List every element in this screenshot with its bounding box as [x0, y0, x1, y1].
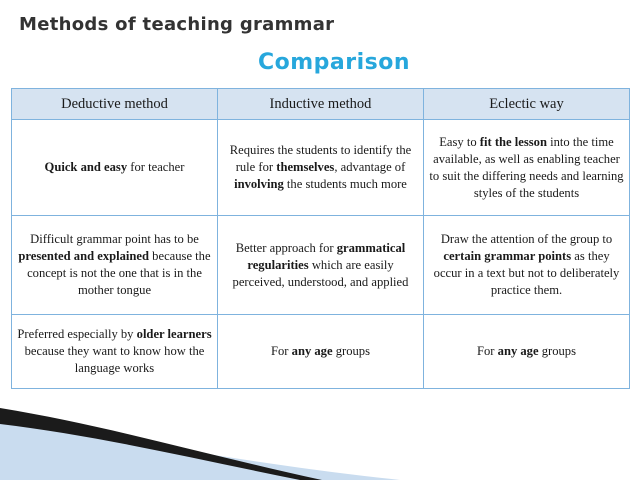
cell-text: because they want to know how the language works: [24, 343, 205, 375]
cell-text: Difficult grammar point has to be: [30, 232, 199, 247]
cell-text: groups: [332, 343, 371, 358]
header-inductive: Inductive method: [218, 89, 424, 120]
table-cell: [424, 216, 630, 314]
cell-text: Easy to: [439, 134, 480, 149]
cell-text: For: [476, 343, 498, 358]
table-row: [12, 314, 630, 388]
cell-text: Requires the students to identify the rule for: [229, 143, 412, 175]
comparison-subtitle: Comparison: [257, 50, 411, 75]
cell-text: the students much more: [283, 177, 407, 192]
table-cell: [218, 314, 424, 388]
table-cell: [218, 216, 424, 314]
cell-text: as they occur in a text but not to deliberately practice them.: [433, 249, 620, 298]
bold-text: certain grammar points: [443, 249, 572, 264]
bold-text: presented and explained: [18, 249, 150, 264]
cell-text: For: [270, 343, 292, 358]
bold-text: any age: [497, 343, 539, 358]
bold-text: any age: [291, 343, 333, 358]
cell-text: into the time available, as well as enabling teacher to suit the differing needs and learning styles of the students: [429, 134, 624, 200]
bold-text: grammatical regularities: [247, 240, 406, 272]
cell-text: which are easily perceived, understood, and applied: [232, 257, 409, 289]
decorative-swoosh: [0, 400, 400, 480]
cell-text: Preferred especially by: [17, 326, 137, 341]
comparison-table: [11, 88, 630, 389]
bold-text: involving: [234, 177, 284, 192]
cell-text: , advantage of: [334, 160, 406, 175]
cell-text: groups: [538, 343, 577, 358]
table-row: [12, 120, 630, 216]
table-cell: [12, 314, 218, 388]
table-cell: [218, 120, 424, 216]
slide-title: Methods of teaching grammar: [19, 14, 335, 35]
table-row: [12, 216, 630, 314]
cell-text: Draw the attention of the group to: [440, 232, 613, 247]
table-cell: [12, 216, 218, 314]
cell-text: Better approach for: [235, 240, 337, 255]
header-eclectic: Eclectic way: [424, 89, 630, 120]
table-header-row: [12, 89, 630, 120]
table-cell: [12, 120, 218, 216]
table-cell: [424, 314, 630, 388]
bold-text: Quick and easy: [44, 160, 128, 175]
cell-text: because the concept is not the one that is in the mother tongue: [27, 249, 211, 298]
header-deductive: Deductive method: [12, 89, 218, 120]
cell-text: for teacher: [127, 160, 185, 175]
bold-text: themselves: [276, 160, 335, 175]
bold-text: fit the lesson: [479, 134, 547, 149]
table-cell: [424, 120, 630, 216]
bold-text: older learners: [136, 326, 212, 341]
